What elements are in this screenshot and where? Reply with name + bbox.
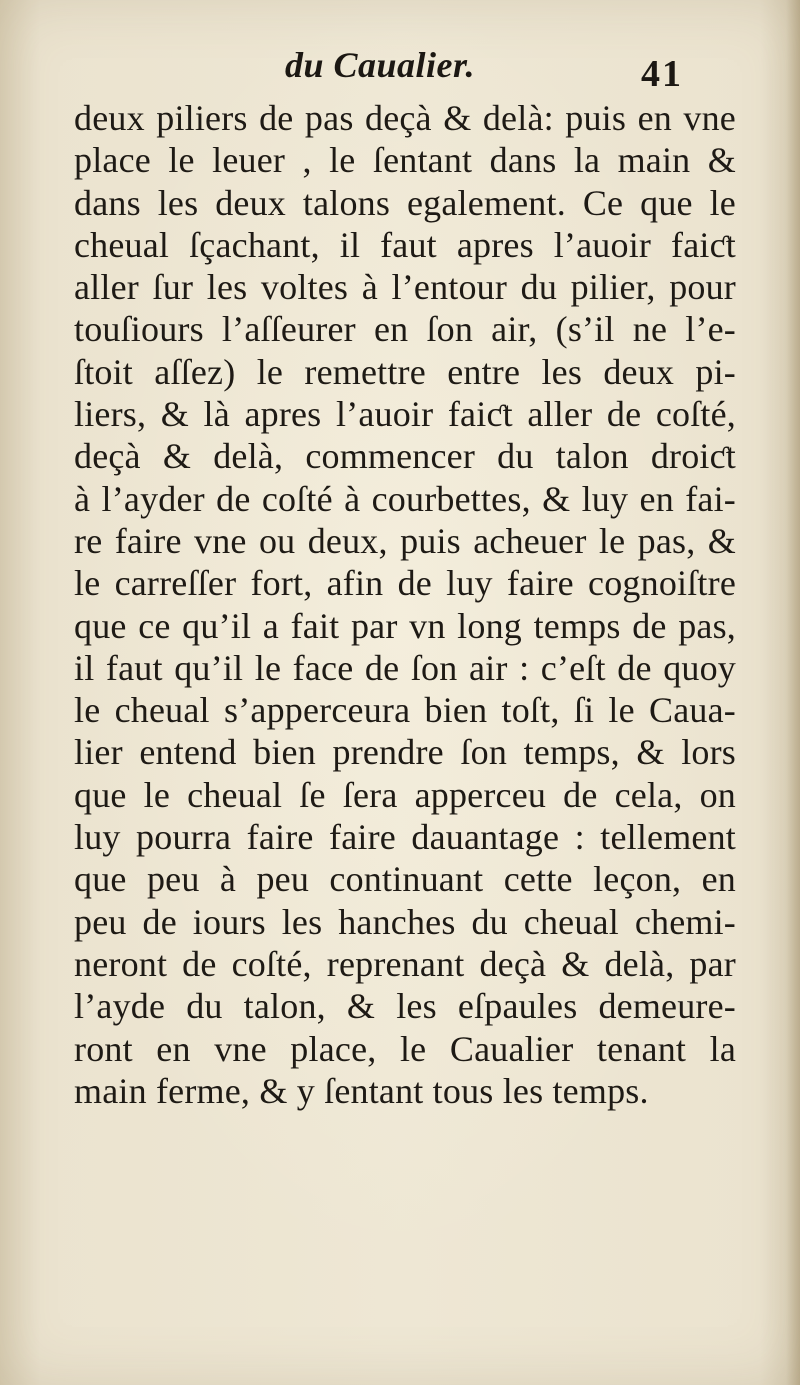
text-line: que le cheual ſe ſera apperceu de cela, on	[74, 774, 736, 815]
page-number: 41	[641, 53, 683, 95]
text-line: que ce qu’il a fait par vn long temps de pas,	[74, 605, 736, 646]
text-line: à l’ayder de coſté à courbettes, & luy en fai-	[74, 478, 736, 519]
text-line: deçà & delà, commencer du talon droiƈt	[74, 436, 736, 477]
text-line: que peu à peu continuant cette leçon, en	[74, 859, 736, 900]
text-line: re faire vne ou deux, puis acheuer le pas, &	[74, 520, 736, 561]
text-line: il faut qu’il le face de ſon air : c’eſt de quoy	[74, 647, 736, 688]
text-line: ſtoit aſſez) le remettre entre les deux pi-	[74, 351, 736, 392]
text-line: touſiours l’aſſeurer en ſon air, (s’il ne l’e-	[74, 309, 736, 350]
text-line: liers, & là apres l’auoir faiƈt aller de coſté,	[74, 394, 736, 435]
text-line: luy pourra faire faire dauantage : tellement	[74, 817, 736, 858]
text-line: ront en vne place, le Caualier tenant la	[74, 1028, 736, 1069]
text-line: cheual ſçachant, il faut apres l’auoir faiƈt	[74, 224, 736, 265]
running-title: du Caualier.	[285, 45, 476, 85]
text-line: peu de iours les hanches du cheual chemi-	[74, 901, 736, 942]
text-line-last: main ferme, & y ſentant tous les temps.	[74, 1070, 649, 1111]
text-line: le carreſſer fort, afin de luy faire cognoiſtre	[74, 563, 736, 604]
body-text	[74, 97, 736, 1112]
text-line: place le leuer , le ſentant dans la main &	[74, 140, 736, 181]
text-line: aller ſur les voltes à l’entour du pilier, pour	[74, 267, 736, 308]
text-line: deux piliers de pas deçà & delà: puis en vne	[74, 98, 736, 138]
text-line: le cheual s’apperceura bien toſt, ſi le Caua-	[74, 690, 736, 731]
running-head	[0, 44, 800, 104]
text-line: l’ayde du talon, & les eſpaules demeure-	[74, 986, 736, 1027]
text-line: dans les deux talons egalement. Ce que le	[74, 182, 736, 223]
text-line: lier entend bien prendre ſon temps, & lors	[74, 732, 736, 773]
page-edge-shadow	[786, 0, 800, 1385]
text-line: neront de coſté, reprenant deçà & delà, par	[74, 943, 736, 984]
